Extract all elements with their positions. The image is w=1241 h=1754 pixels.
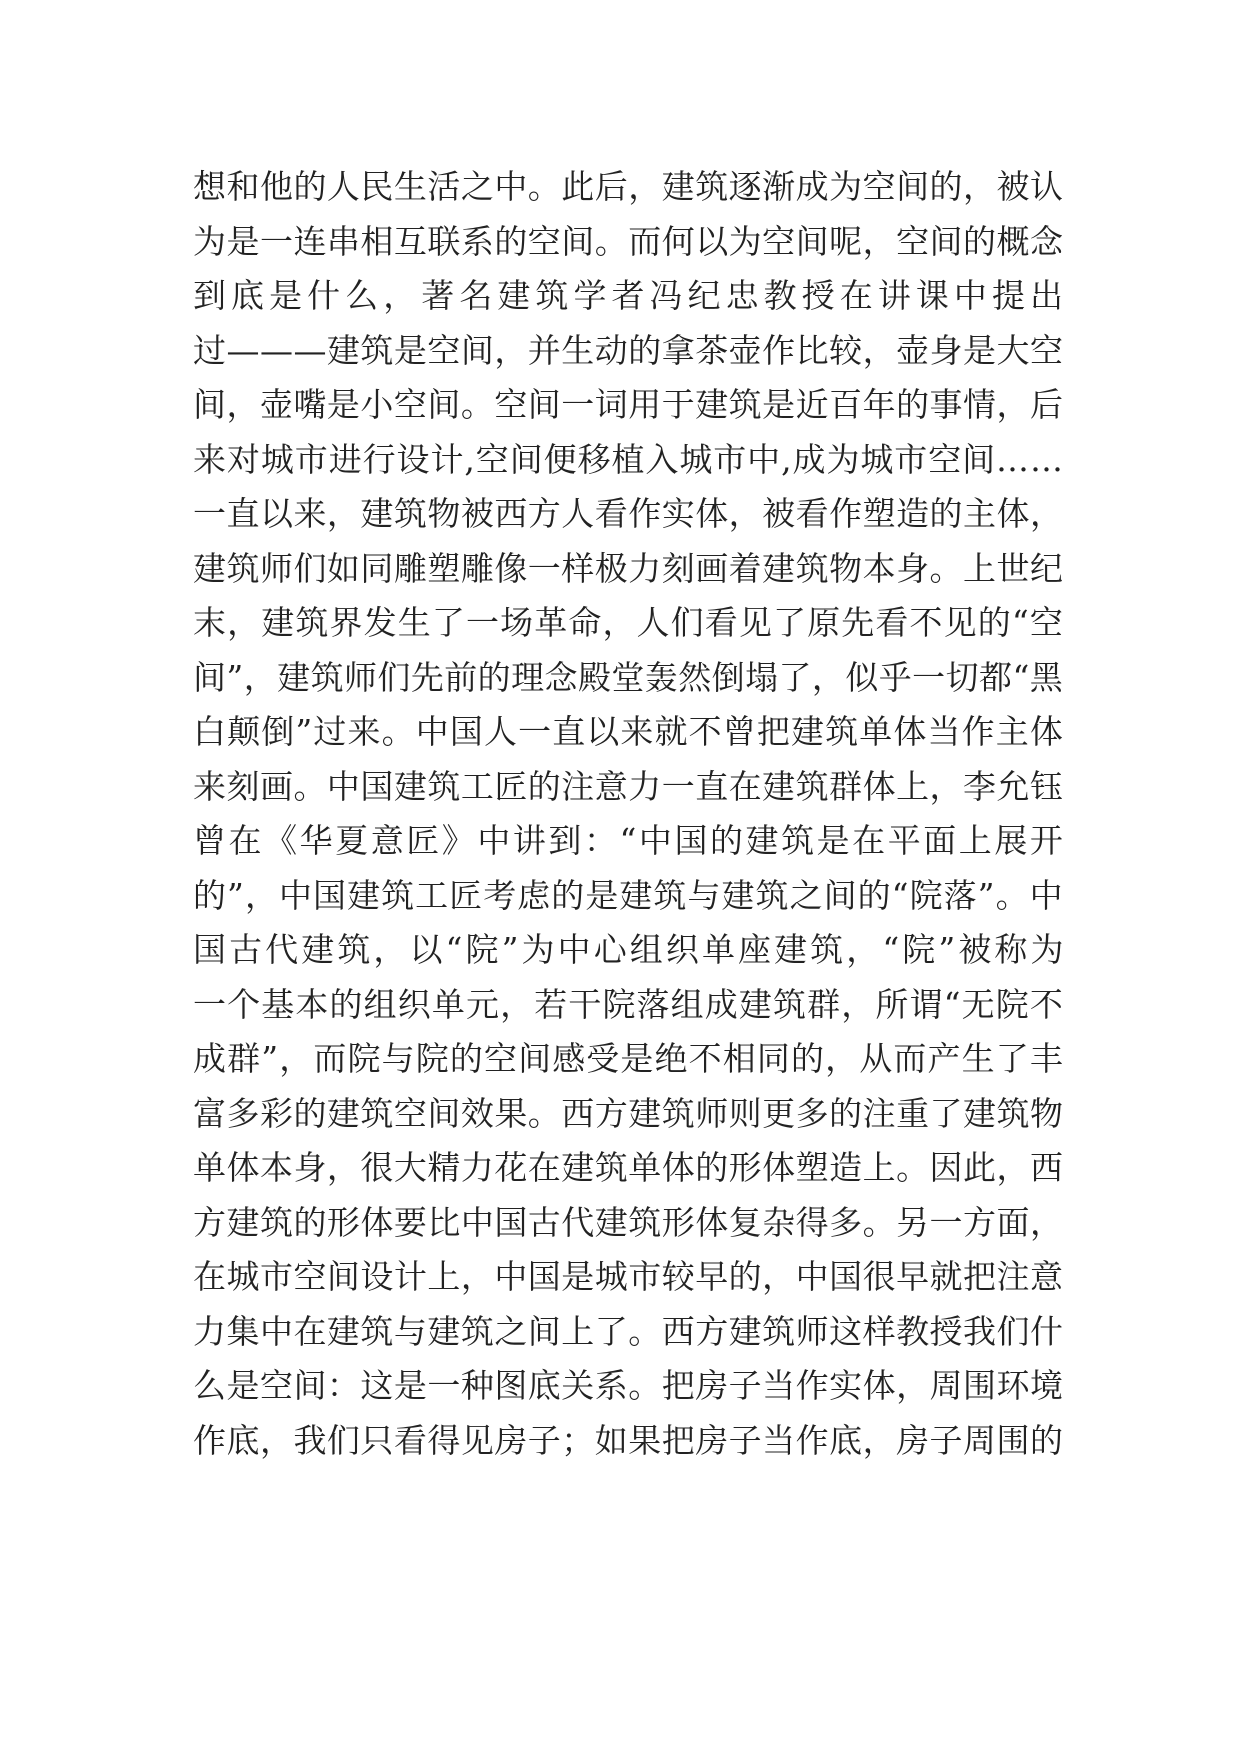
body-text (193, 160, 1069, 1468)
text-line: 么是空间：这是一种图底关系。把房子当作实体，周围环境 (193, 1366, 1064, 1405)
text-line: 建筑师们如同雕塑雕像一样极力刻画着建筑物本身。上世纪 (193, 548, 1064, 588)
text-line: 想和他的人民生活之中。此后，建筑逐渐成为空间的，被认 (193, 167, 1064, 206)
text-line: 到底是什么，著名建筑学者冯纪忠教授在讲课中提出 (193, 276, 1069, 315)
text-line: 来刻画。中国建筑工匠的注意力一直在建筑群体上，李允钰 (193, 766, 1064, 806)
text-line: 国古代建筑，以“院”为中心组织单座建筑，“院”被称为 (193, 930, 1067, 969)
text-line: 单体本身，很大精力花在建筑单体的形体塑造上。因此，西 (193, 1148, 1064, 1187)
text-line: 过———建筑是空间，并生动的拿茶壶作比较，壶身是大空 (193, 330, 1064, 370)
text-line: 间，壶嘴是小空间。空间一词用于建筑是近百年的事情，后 (193, 385, 1064, 424)
text-line: 间”，建筑师们先前的理念殿堂轰然倒塌了，似乎一切都“黑 (193, 657, 1064, 697)
text-line: 一个基本的组织单元，若干院落组成建筑群，所谓“无院不 (193, 984, 1064, 1024)
text-line: 成群”，而院与院的空间感受是绝不相同的，从而产生了丰 (193, 1039, 1064, 1078)
text-line: 方建筑的形体要比中国古代建筑形体复杂得多。另一方面， (193, 1202, 1064, 1242)
text-line: 末，建筑界发生了一场革命，人们看见了原先看不见的“空 (193, 603, 1064, 642)
text-line: 一直以来，建筑物被西方人看作实体，被看作塑造的主体， (193, 494, 1064, 533)
text-line: 在城市空间设计上，中国是城市较早的，中国很早就把注意 (193, 1257, 1064, 1296)
text-line: 白颠倒”过来。中国人一直以来就不曾把建筑单体当作主体 (193, 712, 1064, 751)
text-line: 的”，中国建筑工匠考虑的是建筑与建筑之间的“院落”。中 (193, 875, 1064, 915)
text-line: 来对城市进行设计,空间便移植入城市中,成为城市空间…… (193, 439, 1064, 479)
text-line: 力集中在建筑与建筑之间上了。西方建筑师这样教授我们什 (193, 1311, 1064, 1351)
text-line: 曾在《华夏意匠》中讲到：“中国的建筑是在平面上展开 (193, 821, 1066, 860)
text-line: 富多彩的建筑空间效果。西方建筑师则更多的注重了建筑物 (193, 1093, 1064, 1133)
text-line: 作底，我们只看得见房子；如果把房子当作底，房子周围的 (193, 1420, 1064, 1460)
text-line: 为是一连串相互联系的空间。而何以为空间呢，空间的概念 (193, 221, 1064, 261)
